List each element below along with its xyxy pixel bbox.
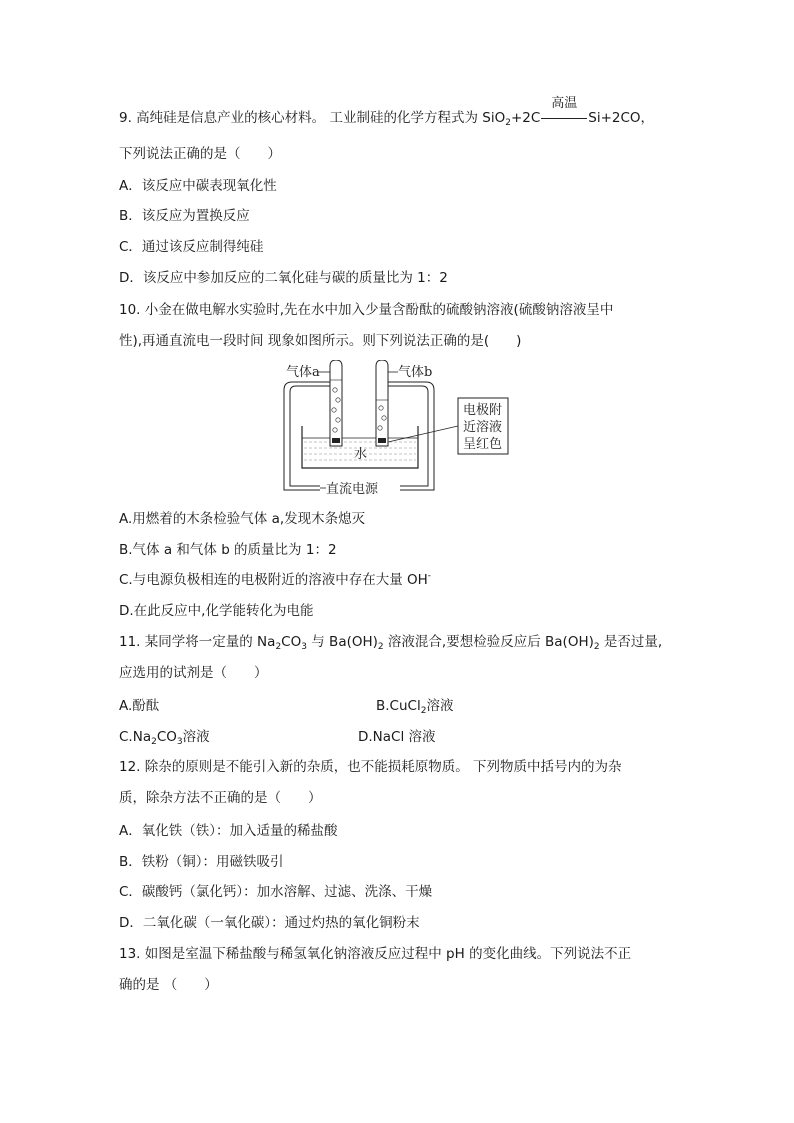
gas-a-label: 气体a bbox=[286, 365, 320, 380]
q9-option-d: D．该反应中参加反应的二氧化硅与碳的质量比为 1：2 bbox=[119, 270, 448, 286]
note-pointer bbox=[388, 426, 458, 442]
q10-option-b: B.气体 a 和气体 b 的质量比为 1：2 bbox=[119, 542, 337, 558]
q13-stem-line1: 13. 如图是室温下稀盐酸与稀氢氧化钠溶液反应过程中 pH 的变化曲线。下列说法不正 bbox=[119, 946, 632, 962]
q9-option-b: B．该反应为置换反应 bbox=[119, 208, 250, 224]
q10-option-c: C.与电源负极相连的电极附近的溶液中存在大量 OH- bbox=[119, 571, 432, 588]
q10-option-d: D.在此反应中,化学能转化为电能 bbox=[119, 603, 314, 619]
note-line-2: 近溶液 bbox=[463, 420, 503, 435]
test-tube-b bbox=[376, 360, 388, 446]
condition-high-temperature: 高温 bbox=[551, 96, 578, 111]
q11-option-c: $C.Na_2CO_3$溶液 bbox=[119, 729, 210, 747]
q10-stem-line2: 性),再通直流电一段时间 现象如图所示。则下列说法正确的是( ) bbox=[119, 333, 522, 349]
wire-left bbox=[284, 382, 336, 490]
q9-option-c: C．通过该反应制得纯硅 bbox=[119, 239, 264, 255]
power-source-label: 直流电源 bbox=[326, 482, 379, 497]
q12-option-a: A．氧化铁（铁）：加入适量的稀盐酸 bbox=[119, 823, 338, 839]
electrolysis-apparatus-figure bbox=[278, 360, 518, 500]
q11-stem-line1: 11. 某同学将一定量的 $Na_2CO_3$ 与 $Ba(OH)_2$ 溶液混合,要想检验反应后 $Ba(OH)_2$ 是否过量, bbox=[119, 634, 663, 652]
q12-option-b: B．铁粉（铜）：用磁铁吸引 bbox=[119, 854, 284, 870]
q10-option-a: A.用燃着的木条检验气体 a,发现木条熄灭 bbox=[119, 511, 366, 527]
q11-option-b: B.CuCl$_2$溶液 bbox=[376, 698, 454, 716]
q11-option-a: A.酚酞 bbox=[119, 698, 160, 714]
q11-option-d: D.NaCl 溶液 bbox=[358, 729, 436, 745]
note-line-3: 呈红色 bbox=[463, 437, 503, 452]
q12-option-d: D．二氧化碳（一氧化碳）：通过灼热的氧化铜粉末 bbox=[119, 915, 420, 931]
q10-stem-line1: 10. 小金在做电解水实验时,先在水中加入少量含酚酞的硫酸钠溶液(硫酸钠溶液呈中 bbox=[119, 302, 614, 318]
electrode-b bbox=[378, 438, 386, 443]
wire-right-inner bbox=[382, 386, 428, 486]
gas-b-label: 气体b bbox=[398, 365, 433, 380]
electrode-a bbox=[332, 438, 340, 443]
wire-left-inner bbox=[290, 386, 336, 486]
q12-stem-line2: 质，除杂方法不正确的是（ ） bbox=[119, 790, 322, 806]
q13-stem-line2: 确的是 （ ） bbox=[119, 977, 218, 993]
water-label: 水 bbox=[354, 447, 368, 462]
wire-right bbox=[382, 382, 434, 490]
q11-stem-line2: 应选用的试剂是（ ） bbox=[119, 665, 268, 681]
q9-stem-line1: 9. 高纯硅是信息产业的核心材料。 工业制硅的化学方程式为 SiO$_2$+2C 高温 Si+2CO， bbox=[119, 96, 655, 128]
equation-bar bbox=[541, 118, 587, 119]
q12-option-c: C．碳酸钙（氯化钙）：加水溶解、过滤、洗涤、干燥 bbox=[119, 884, 433, 900]
test-tube-a bbox=[330, 360, 342, 446]
q12-stem-line1: 12. 除杂的原则是不能引入新的杂质，也不能损耗原物质。 下列物质中括号内的为杂 bbox=[119, 759, 622, 775]
reaction-condition bbox=[540, 96, 588, 128]
note-line-1: 电极附 bbox=[463, 403, 503, 418]
q9-stem-line2: 下列说法正确的是（ ） bbox=[119, 146, 281, 162]
q9-option-a: A．该反应中碳表现氧化性 bbox=[119, 178, 277, 194]
